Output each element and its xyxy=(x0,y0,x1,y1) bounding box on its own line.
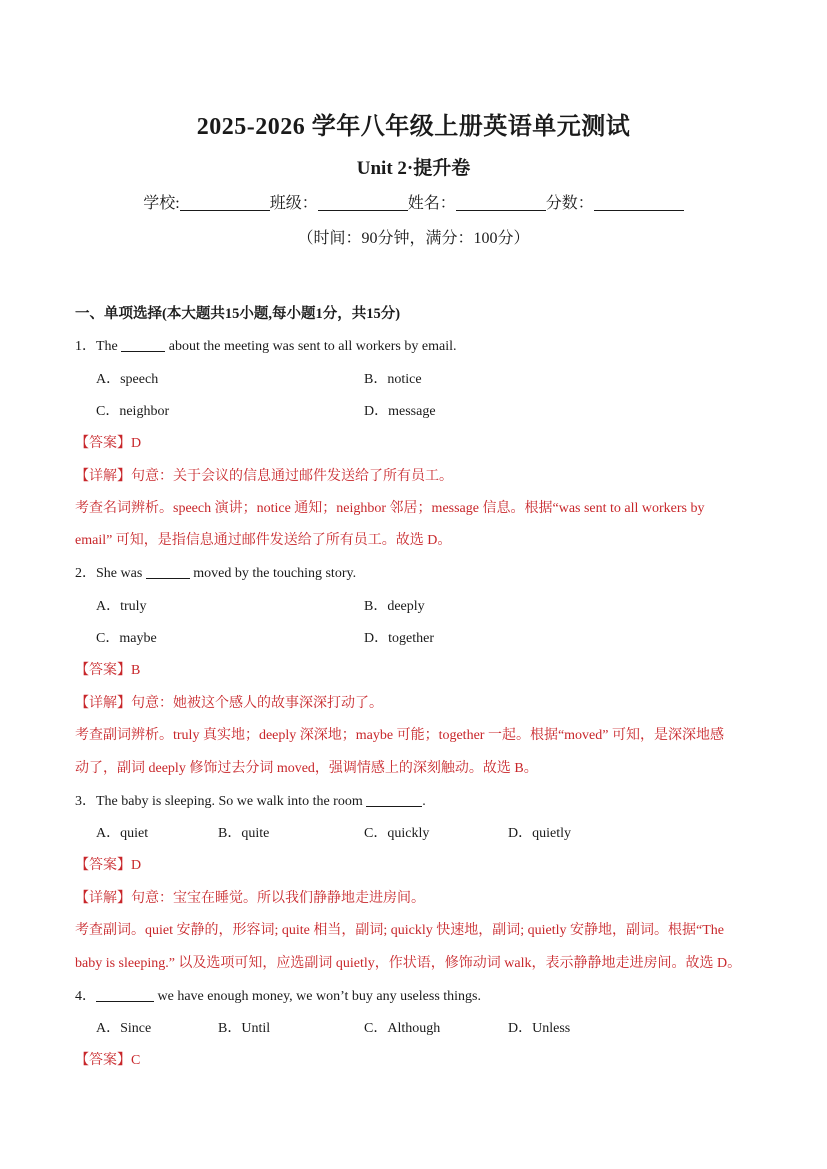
detail-line xyxy=(75,692,383,712)
option-a: A．Since xyxy=(96,1021,152,1036)
class-blank[interactable] xyxy=(318,194,408,211)
time-info: （时间：90分钟，满分：100分） xyxy=(297,230,530,247)
option-c: C．maybe xyxy=(96,631,157,646)
stem-text: 1．The xyxy=(75,339,122,354)
detail-line xyxy=(75,465,453,485)
stem-text: we have enough money, we won’t buy any useless things. xyxy=(154,989,481,1004)
option-a: A．speech xyxy=(96,372,159,387)
analysis-line-2: 动了，副词 deeply 修饰过去分词 moved，强调情感上的深刻触动。故选 B。 xyxy=(75,761,538,776)
stem-text: 3．The baby is sleeping. So we walk into the room xyxy=(75,794,367,809)
detail-label: 【详解】 xyxy=(75,696,131,711)
answer-line xyxy=(75,854,141,874)
section-title: 一、单项选择(本大题共15小题,每小题1分，共15分) xyxy=(75,306,401,322)
exam-title: 2025-2026 学年八年级上册英语单元测试 xyxy=(196,114,631,140)
question-4-stem xyxy=(75,985,481,1005)
answer-value: D xyxy=(131,858,142,873)
option-a: A．truly xyxy=(96,599,147,614)
school-label: 学校: xyxy=(143,195,180,212)
translation: 句意：宝宝在睡觉。所以我们静静地走进房间。 xyxy=(131,891,425,906)
answer-label: 【答案】 xyxy=(75,663,131,678)
option-d: D．message xyxy=(364,404,436,419)
answer-label: 【答案】 xyxy=(75,1053,131,1068)
question-1-stem xyxy=(75,335,456,355)
name-label: 姓名： xyxy=(407,195,456,212)
detail-label: 【详解】 xyxy=(75,469,131,484)
exam-subtitle: Unit 2·提升卷 xyxy=(356,158,471,179)
analysis-line-1: 考查副词。quiet 安静的，形容词; quite 相当，副词; quickly 快速地，副词; quietly 安静地，副词。根据“The xyxy=(75,923,725,938)
option-d: D．together xyxy=(364,631,434,646)
answer-value: B xyxy=(131,663,141,678)
option-d: D．quietly xyxy=(508,826,571,841)
option-b: B．deeply xyxy=(364,599,425,614)
stem-text: 4． xyxy=(75,989,96,1004)
option-c: C．neighbor xyxy=(96,404,170,419)
option-d: D．Unless xyxy=(508,1021,571,1036)
student-info-row xyxy=(0,190,827,213)
answer-blank xyxy=(146,565,190,579)
stem-text: moved by the touching story. xyxy=(189,566,357,581)
answer-value: D xyxy=(131,436,142,451)
translation: 句意：她被这个感人的故事深深打动了。 xyxy=(131,696,383,711)
option-b: B．quite xyxy=(218,826,270,841)
translation: 句意：关于会议的信息通过邮件发送给了所有员工。 xyxy=(131,469,453,484)
name-blank[interactable] xyxy=(456,194,546,211)
detail-line xyxy=(75,887,425,907)
option-c: C．quickly xyxy=(364,826,430,841)
answer-line xyxy=(75,432,141,452)
detail-label: 【详解】 xyxy=(75,891,131,906)
answer-blank xyxy=(96,988,154,1002)
answer-blank xyxy=(121,338,165,352)
stem-text: about the meeting was sent to all workers by email. xyxy=(165,339,457,354)
school-blank[interactable] xyxy=(180,194,270,211)
answer-label: 【答案】 xyxy=(75,858,131,873)
analysis-line-1: 考查副词辨析。truly 真实地；deeply 深深地；maybe 可能；together 一起。根据“moved” 可知，是深深地感 xyxy=(75,728,724,743)
answer-label: 【答案】 xyxy=(75,436,131,451)
question-2-stem xyxy=(75,562,356,582)
analysis-line-2: email” 可知，是指信息通过邮件发送给了所有员工。故选 D。 xyxy=(75,533,452,548)
stem-text: . xyxy=(422,794,426,809)
answer-value: C xyxy=(131,1053,141,1068)
score-label: 分数： xyxy=(545,195,594,212)
answer-line xyxy=(75,659,140,679)
analysis-line-2: baby is sleeping.” 以及选项可知，应选副词 quietly，作状语，修饰动词 walk，表示静静地走进房间。故选 D。 xyxy=(75,956,742,971)
class-label: 班级： xyxy=(269,195,318,212)
score-blank[interactable] xyxy=(594,194,684,211)
answer-blank xyxy=(366,793,422,807)
question-3-stem xyxy=(75,790,426,810)
answer-line xyxy=(75,1049,140,1069)
stem-text: 2．She was xyxy=(75,566,146,581)
analysis-line-1: 考查名词辨析。speech 演讲；notice 通知；neighbor 邻居；message 信息。根据“was sent to all workers by xyxy=(75,501,705,516)
option-a: A．quiet xyxy=(96,826,149,841)
option-b: B．notice xyxy=(364,372,422,387)
option-b: B．Until xyxy=(218,1021,271,1036)
option-c: C．Although xyxy=(364,1021,441,1036)
